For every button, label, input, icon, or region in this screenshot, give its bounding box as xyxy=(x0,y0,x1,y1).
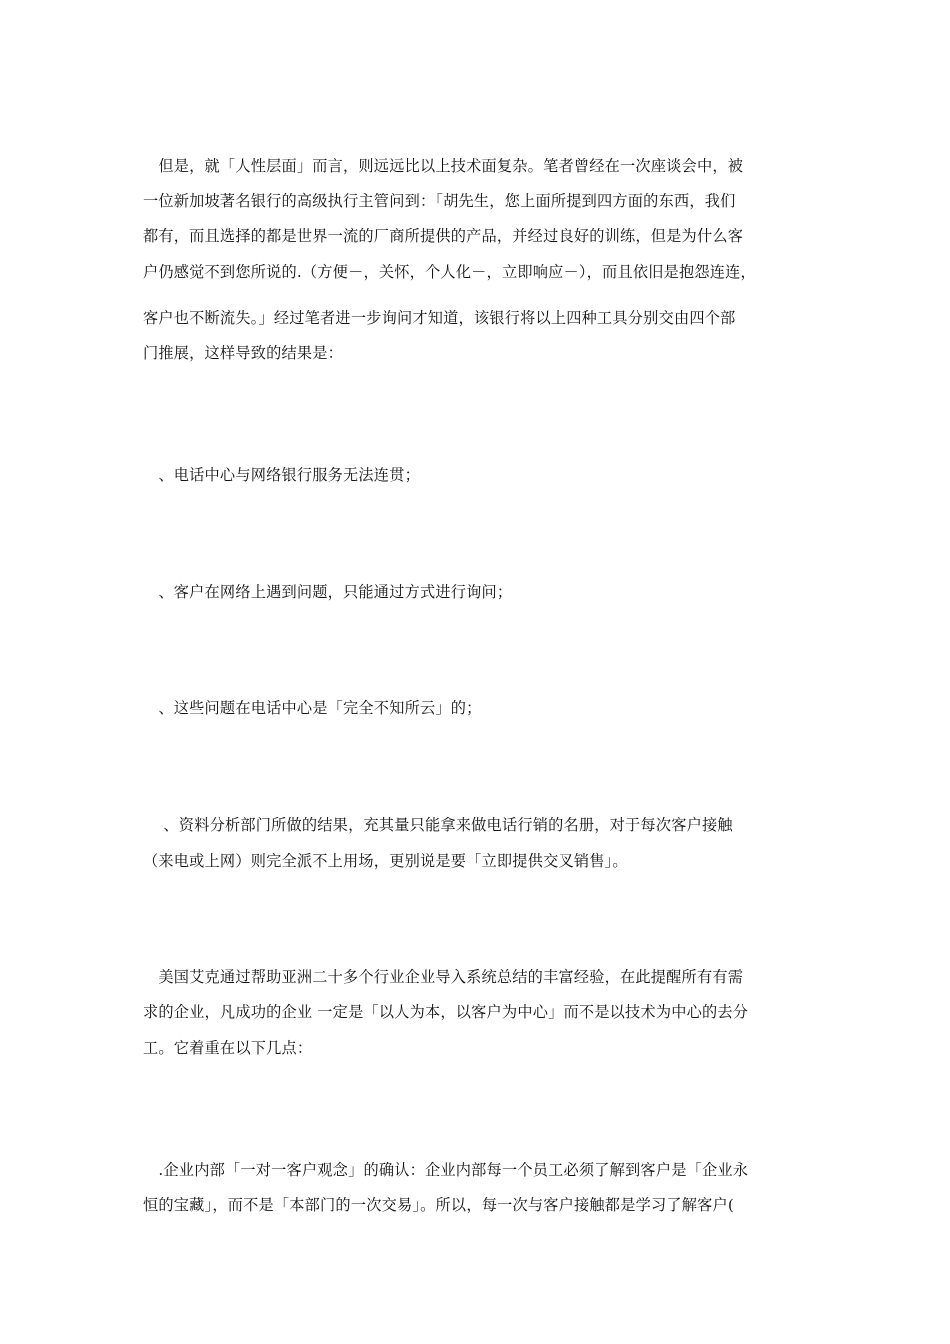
text-line: 一位新加坡著名银行的高级执行主管问到：「胡先生，您上面所提到四方面的东西，我们 xyxy=(143,192,736,210)
text-line: 恒的宝藏」，而不是「本部门的一次交易」。所以，每一次与客户接触都是学习了解客户( xyxy=(143,1196,735,1214)
text-line: 户仍感觉不到您所说的.（方便－，关怀，个人化－，立即响应－），而且依旧是抱怨连连， xyxy=(143,263,756,281)
list-item-call-center-confusion: 、这些问题在电话中心是「完全不知所云」的； xyxy=(143,699,482,717)
text-line: 工。它着重在以下几点： xyxy=(143,1039,313,1057)
text-line: 求的企业，凡成功的企业 一定是「以人为本，以客户为中心」而不是以技术为中心的去分 xyxy=(143,1003,749,1021)
text-line: 、资料分析部门所做的结果，充其量只能拿来做电话行销的名册，对于每次客户接触 xyxy=(143,816,733,834)
text-line: 但是，就「人性层面」而言，则远远比以上技术面复杂。笔者曾经在一次座谈会中，被 xyxy=(143,157,744,175)
text-line: 都有，而且选择的都是世界一流的厂商所提供的产品，并经过良好的训练，但是为什么客 xyxy=(143,227,744,245)
list-item-online-issues: 、客户在网络上遇到问题，只能通过方式进行询问； xyxy=(143,583,513,601)
text-line: .企业内部「一对一客户观念」的确认：企业内部每一个员工必须了解到客户是「企业永 xyxy=(143,1161,749,1179)
text-line: （来电或上网）则完全派不上用场，更别说是要「立即提供交叉销售」。 xyxy=(143,852,628,870)
text-line: 门推展，这样导致的结果是： xyxy=(143,344,344,362)
text-line: 客户也不断流失。」经过笔者进一步询问才知道，该银行将以上四种工具分别交由四个部 xyxy=(143,309,736,327)
text-line: 美国艾克通过帮助亚洲二十多个行业企业导入系统总结的丰富经验，在此提醒所有有需 xyxy=(143,968,744,986)
list-item-call-center: 、电话中心与网络银行服务无法连贯； xyxy=(143,466,420,484)
